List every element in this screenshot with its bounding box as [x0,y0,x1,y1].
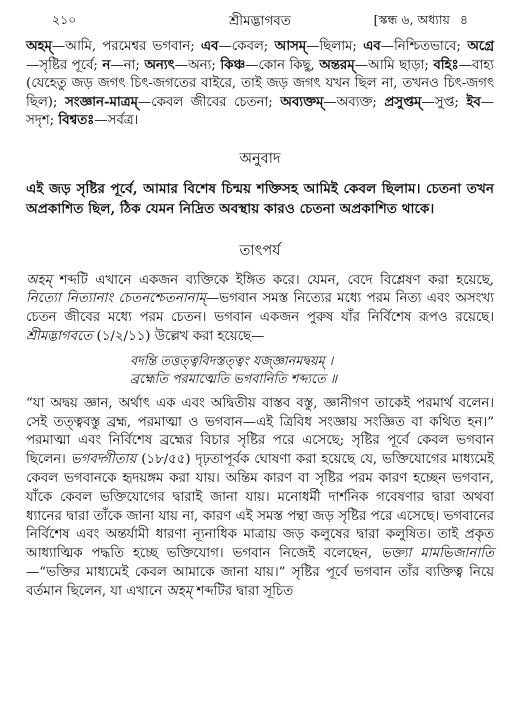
gloss-word: অহম্ [26,39,52,54]
vedic-quote: নিত্যো নিত্যানাং চেতনশ্চেতনানাম্ [26,291,206,307]
gloss-meaning: বাহ্য (যেহেতু জড় জগৎ চিৎ-জগতের বাইরে, তাই জড় জগৎ যখন ছিল না, তখনও চিৎ-জগৎ ছিল); [26,57,495,110]
book-title: শ্রীমদ্ভাগবত [229,13,291,29]
verse-line: ব্রহ্মেতি পরমাত্মেতি ভগবানিতি শব্দ্যতে ॥ [130,371,338,387]
translation-title: অনুবাদ [239,150,281,167]
scripture-name: শ্রীমদ্ভাগবতে [26,328,93,344]
gloss-word: অন্তরম্ [319,57,355,73]
chapter-reference [370,12,468,32]
gloss-word: এব [200,39,219,54]
gloss-meaning: কেবল জীবের চেতনা; [151,94,273,110]
chapter-label: অধ্যায় [417,12,450,27]
chapter-number: ৪ [459,12,468,27]
sanskrit-verse [130,353,494,389]
gloss-word: ইব [466,94,481,110]
gloss-word: প্রসুপ্তম্ [384,94,422,110]
gloss-meaning: সুপ্ত; [434,94,459,110]
gloss-meaning: না; [123,57,140,73]
gloss-word: এব [363,39,381,54]
gloss-meaning: নিশ্চিতভাবে; [393,39,461,54]
gloss-word: আসম্ [274,39,307,54]
gloss-meaning: কোন কিছু, [258,57,315,73]
purport-text-span: শব্দটি এখানে একজন ব্যক্তিকে ইঙ্গিত করে। যেমন, বেদে বিশ্লেষণ করা হয়েছে, [51,272,494,288]
word-meanings: অহম্—আমি, পরমেশ্বর ভগবান; এব—কেবল; আসম্—ছিলাম; এব—নিশ্চিতভাবে; অগ্রে—সৃষ্টির পূর্বে; ন—না; অন্যৎ—অন্য; কিঞ্চ—কোন কিছু, অন্তরম্—আমি ছাড়া; বহিঃ—বাহ্য (যেহেতু জড় জগৎ চিৎ-জগতের বাইরে, তাই জড় জগৎ যখন ছিল না, তখনও চিৎ-জগৎ ছিল); সংজ্ঞান-মাত্রম্—কেবল জীবের চেতনা; অব্যক্তম্—অব্যক্ত; প্রসুপ্তম্—সুপ্ত; ইব—সদৃশ; বিশ্বতঃ—সর্বত্র। [26,39,495,129]
purport-text-span: (১৮/৫৫) দৃঢ়তাপূর্বক ঘোষণা করা হয়েছে যে, ভক্তিযোগের মাধ্যমেই কেবল ভগবানকে হৃদয়ঙ্গম করা যায়। অন্তিম কারণ বা সৃষ্টির পরম কারণ হচ্ছেন ভগবান, যাঁকে কেবল ভক্তিযোগের দ্বারাই জানা যায়। মনোধর্মী দার্শনিক গবেষণার দ্বারা অথবা ধ্যানের দ্বারা তাঁকে জানা যায় না, কারণ এই সমস্ত পন্থা জড় সৃষ্টির পরে এসেছে। ভগবানের নির্বিশেষ এবং অন্তর্যামী ধারণা ন্যূনাধিক মাত্রায় জড় কলুষের দ্বারা কলুষিত। তাই প্রকৃত আধ্যাত্মিক পদ্ধতি হচ্ছে ভক্তিযোগ। ভগবান নিজেই বলেছেন, [26,452,495,562]
gita-quote: ভক্ত্যা মামভিজানাতি [380,546,494,562]
verse-line: বদন্তি তত্তত্ত্ববিদস্তত্ত্বং যজ্জ্ঞানমদ্বয়ম্ । [130,353,334,369]
canto-label: [স্কন্ধ ৬, [373,12,414,27]
term-aham: অহম্ [166,583,193,599]
scripture-name: ভগবদ্গীতায় [70,452,137,468]
gloss-meaning: আমি ছাড়া; [367,57,429,73]
purport-text-span: —ভগবান সমস্ত নিত্যের মধ্যে পরম নিত্য এবং অসংখ্য চেতন জীবের মধ্যে পরম চেতন। ভগবান একজন পুরুষ যাঁর নির্বিশেষ রূপও রয়েছে। [26,291,494,326]
purport-text-span: শব্দটির দ্বারা সূচিত [192,583,294,599]
term-aham: অহম্ [26,272,52,288]
gloss-meaning: সর্বত্র। [107,113,139,129]
translation-text: এই জড় সৃষ্টির পূর্বে, আমার বিশেষ চিন্ময় শক্তিসহ আমিই কেবল ছিলাম। চেতনা তখন অপ্রকাশিত ছিল, ঠিক যেমন নিদ্রিত অবস্থায় কারও চেতনা অপ্রকাশিত থাকে। [26,180,494,217]
page-number: ২১০ [52,12,77,27]
gloss-word: ন [102,57,111,73]
purport-paragraph-1 [26,272,494,347]
gloss-word: বিশ্বতঃ [58,113,95,129]
gloss-word: অগ্রে [467,39,495,54]
purport-text [26,272,494,602]
gloss-meaning: অন্য; [188,57,216,73]
gloss-meaning: আমি, পরমেশ্বর ভগবান; [65,39,195,54]
purport-paragraph-2 [26,395,494,602]
gloss-word: সংজ্ঞান-মাত্রম্ [64,94,138,110]
purport-text-span: —“ভক্তির মাধ্যমেই কেবল আমাকে জানা যায়।” সৃষ্টির পূর্বে ভগবান তাঁর ব্যক্তিত্ব নিয়ে বর্তমান ছিলেন, যা এখানে [26,564,494,599]
purport-title: তাৎপর্য [239,242,281,259]
gloss-meaning: সৃষ্টির পূর্বে; [39,57,98,73]
gloss-meaning: অব্যক্ত; [336,94,377,110]
gloss-meaning: ছিলাম; [319,39,357,54]
gloss-word: অন্যৎ [144,57,175,73]
gloss-word: কিঞ্চ [220,57,246,73]
purport-text-span: (১/২/১১) উল্লেখ করা হয়েছে— [92,328,265,344]
gloss-meaning: কেবল; [231,39,269,54]
page-header [26,0,494,34]
gloss-word: বহিঃ [433,57,459,73]
gloss-word: অব্যক্তম্ [280,94,324,110]
gloss-meaning: সদৃশ; [26,113,55,129]
purport-text-span: “যা অদ্বয় জ্ঞান, অর্থাৎ এক এবং অদ্বিতীয় বাস্তব বস্তু, জ্ঞানীগণ তাকেই পরমার্থ বলেন। সেই তত্ত্ববস্তু ব্রহ্ম, পরমাত্মা ও ভগবান—এই ত্রিবিধ সংজ্ঞায় সংজ্ঞিত বা কথিত হন।” পরমাত্মা এবং নির্বিশেষ ব্রহ্মের বিচার সৃষ্টির পরে এসেছে; সৃষ্টির পূর্বে কেবল ভগবান ছিলেন। [26,395,494,468]
